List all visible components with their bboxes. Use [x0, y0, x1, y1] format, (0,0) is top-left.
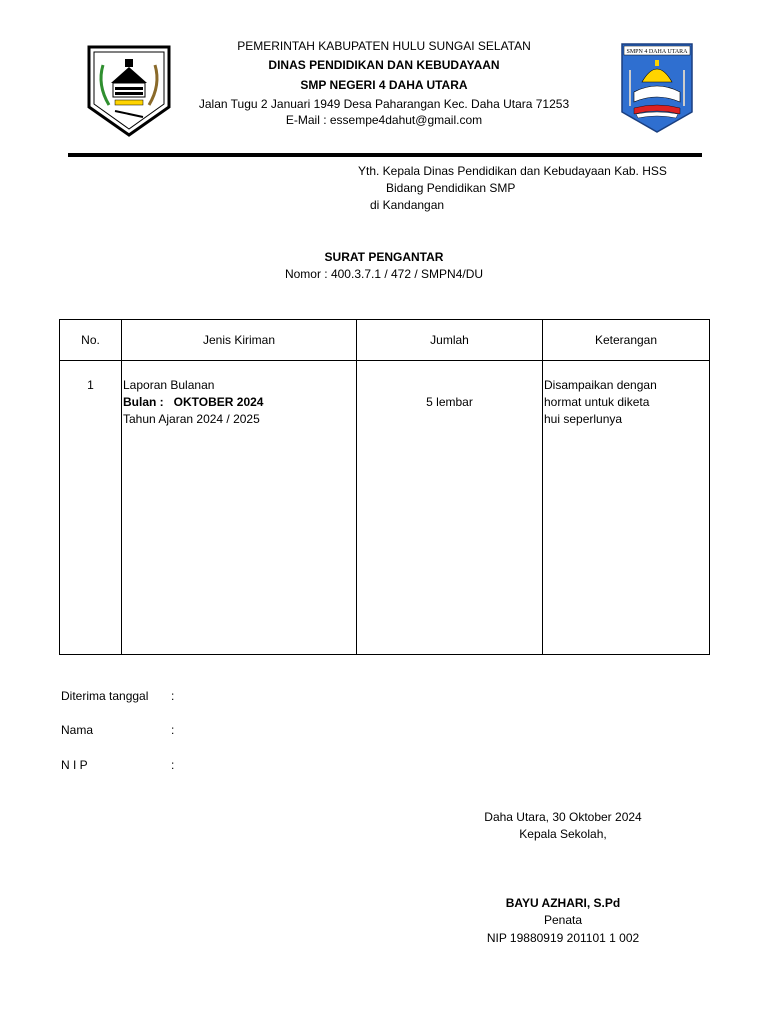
ket-line-2: hormat untuk diketa: [544, 395, 650, 409]
col-header-keterangan: Keterangan: [543, 320, 710, 361]
col-header-no: No.: [60, 320, 122, 361]
signature-nip: NIP 19880919 201101 1 002: [486, 931, 640, 945]
col-header-jenis: Jenis Kiriman: [122, 320, 357, 361]
receipt-label-nip: N I P: [61, 758, 88, 772]
header-email: E-Mail : essempe4dahut@gmail.com: [285, 113, 483, 127]
table-header-row: [60, 320, 710, 361]
letter-number: Nomor : 400.3.7.1 / 472 / SMPN4/DU: [284, 267, 484, 281]
header-agency: DINAS PENDIDIKAN DAN KEBUDAYAAN: [268, 58, 500, 72]
ket-line-1: Disampaikan dengan: [544, 378, 657, 392]
letter-title: SURAT PENGANTAR: [324, 250, 444, 264]
school-emblem-logo: [620, 42, 694, 134]
right-logo-caption: SMPN 4 DAHA UTARA: [626, 49, 688, 55]
receipt-label-name: Nama: [61, 723, 94, 737]
receipt-label-date: Diterima tanggal: [61, 689, 149, 703]
row-no: 1: [60, 361, 122, 655]
row-jumlah: 5 lembar: [357, 361, 543, 655]
receipt-colon-name: :: [171, 723, 175, 737]
receipt-colon-date: :: [171, 689, 175, 703]
header-government: PEMERINTAH KABUPATEN HULU SUNGAI SELATAN: [237, 39, 531, 53]
signature-rank: Penata: [543, 913, 583, 927]
header-school-name: SMP NEGERI 4 DAHA UTARA: [300, 78, 468, 92]
recipient-line-2: Bidang Pendidikan SMP: [386, 181, 516, 195]
jenis-line-2: Bulan : OKTOBER 2024: [123, 395, 264, 409]
receipt-colon-nip: :: [171, 758, 175, 772]
col-header-jumlah: Jumlah: [357, 320, 543, 361]
jenis-line-1: Laporan Bulanan: [123, 378, 215, 392]
row-jenis: [122, 361, 357, 655]
header-divider-rule: [68, 153, 702, 157]
row-keterangan: [543, 361, 710, 655]
signature-name: BAYU AZHARI, S.Pd: [505, 896, 621, 910]
signature-place-date: Daha Utara, 30 Oktober 2024: [484, 810, 642, 824]
signature-position: Kepala Sekolah,: [519, 827, 607, 841]
header-address: Jalan Tugu 2 Januari 1949 Desa Paharangan Kec. Daha Utara 71253: [198, 97, 570, 111]
recipient-line-3: di Kandangan: [370, 198, 445, 212]
recipient-line-1: Yth. Kepala Dinas Pendidikan dan Kebudayaan Kab. HSS: [358, 164, 667, 178]
shipment-table: [59, 319, 710, 655]
ket-line-3: hui seperlunya: [544, 412, 623, 426]
table-row: [60, 361, 710, 655]
jenis-line-3: Tahun Ajaran 2024 / 2025: [123, 412, 260, 426]
